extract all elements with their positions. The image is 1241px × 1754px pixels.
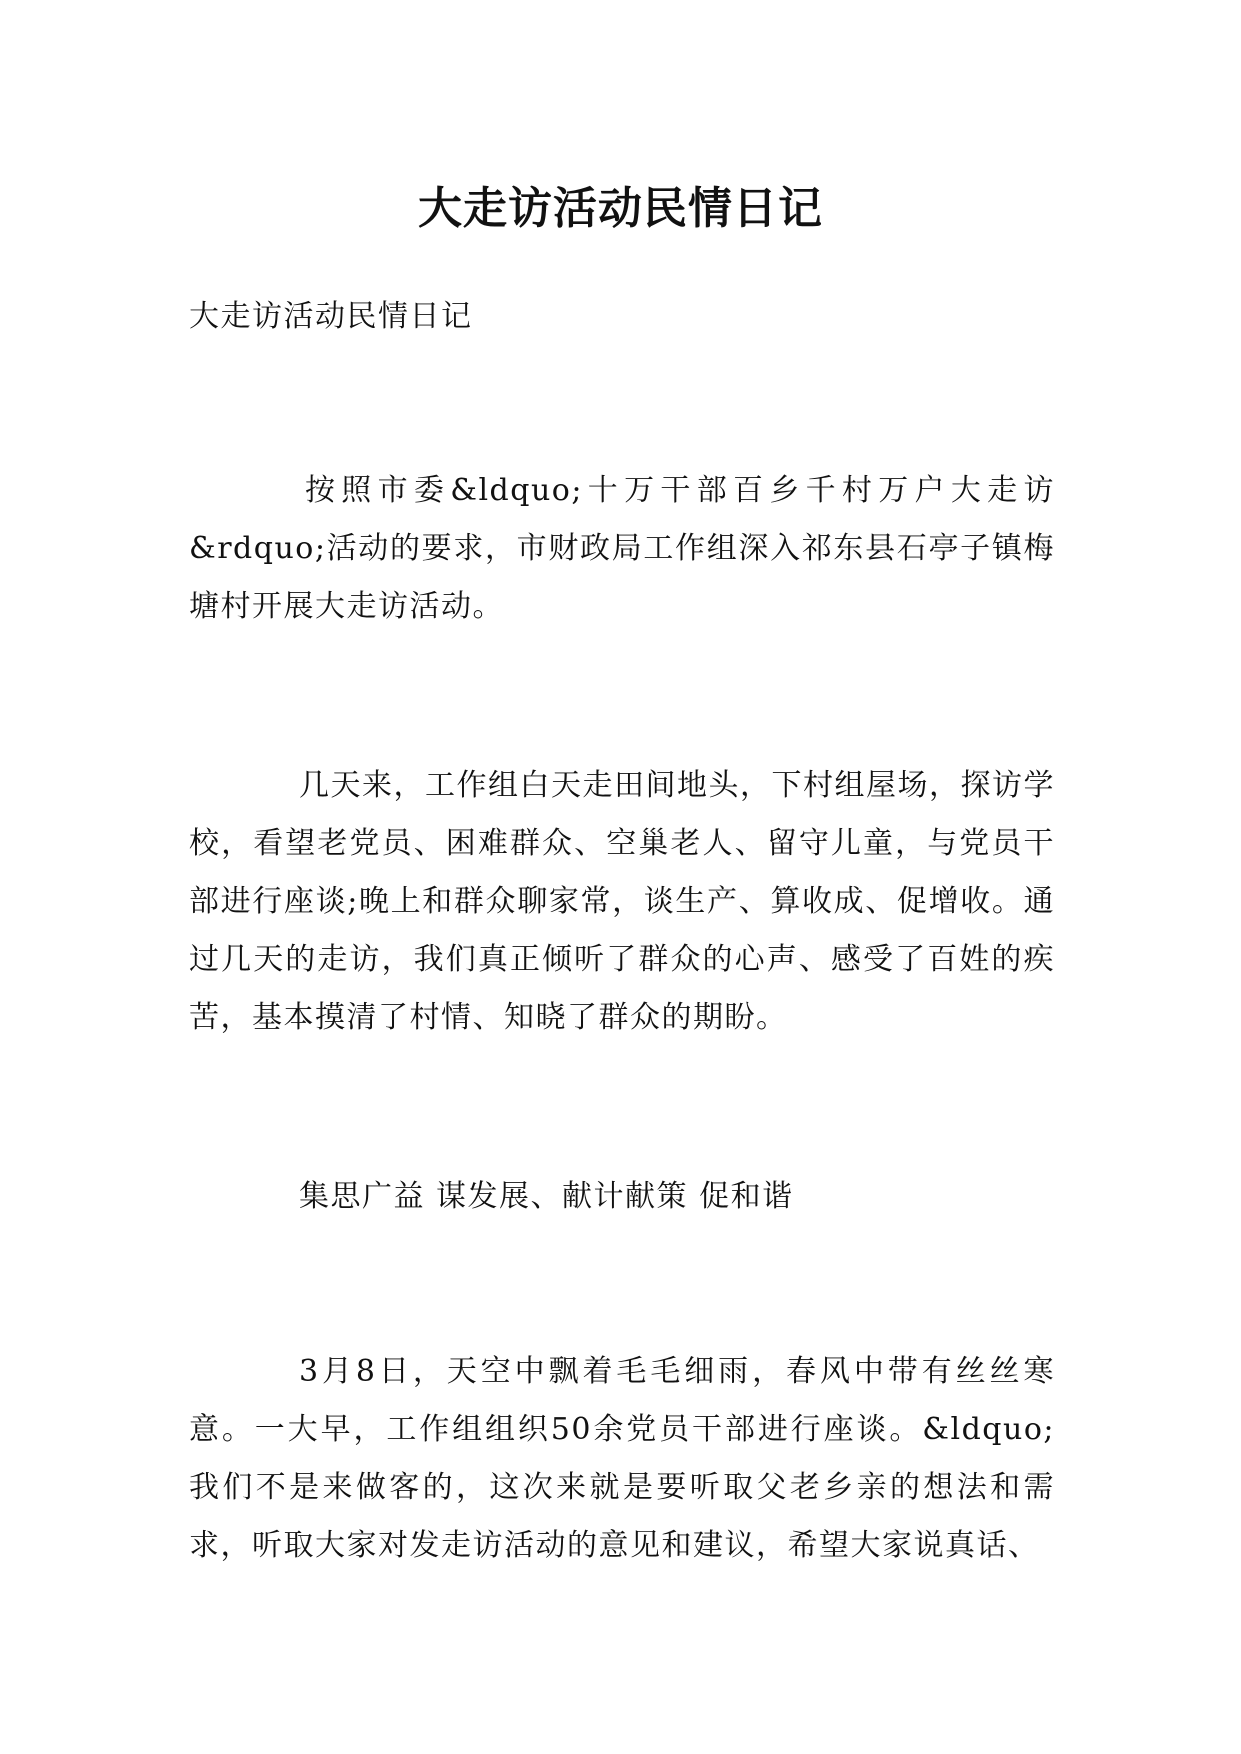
paragraph-intro: 按照市委&ldquo;十万干部百乡千村万户大走访&rdquo;活动的要求，市财政局工作组深入祁东县石亭子镇梅塘村开展大走访活动。	[189, 473, 1055, 624]
paragraph-visits: 几天来，工作组白天走田间地头，下村组屋场，探访学校，看望老党员、困难群众、空巢老人、留守儿童，与党员干部进行座谈;晚上和群众聊家常，谈生产、算收成、促增收。通过几天的走访，我们真正倾听了群众的心声、感受了百姓的疾苦，基本摸清了村情、知晓了群众的期盼。	[189, 768, 1055, 1035]
document-subtitle: 大走访活动民情日记	[189, 299, 473, 334]
paragraph-meeting: 3月8日，天空中飘着毛毛细雨，春风中带有丝丝寒意。一大早，工作组组织50余党员干部进行座谈。&ldquo;我们不是来做客的，这次来就是要听取父老乡亲的想法和需求，听取大家对发走访活动的意见和建议，希望大家说真话、	[189, 1354, 1055, 1563]
section-heading: 集思广益 谋发展、献计献策 促和谐	[299, 1179, 794, 1214]
document-title: 大走访活动民情日记	[418, 183, 823, 235]
